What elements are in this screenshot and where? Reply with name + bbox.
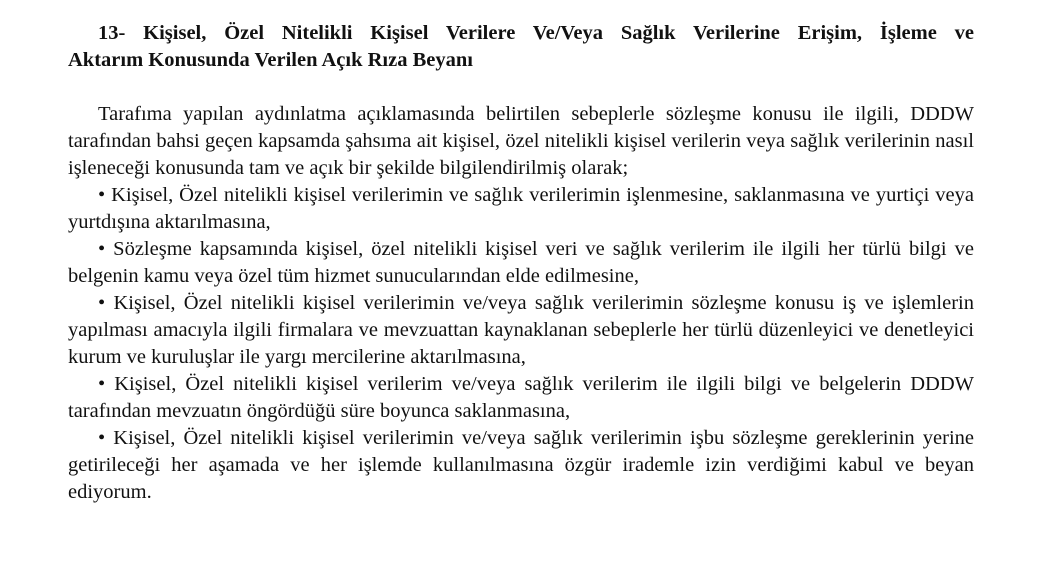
intro-paragraph: Tarafıma yapılan aydınlatma açıklamasında belirtilen sebeplerle sözleşme konusu ile ilgili, DDDW tarafından bahsi geçen kapsamda şahsıma ait kişisel, özel nitelikli kişisel verilerin veya sağlık verilerinin nasıl işleneceği konusunda tam ve açık bir şekilde bilgilendirilmiş olarak;	[68, 103, 974, 179]
consent-item-4: • Kişisel, Özel nitelikli kişisel verilerim ve/veya sağlık verilerim ile ilgili bilgi ve belgelerin DDDW tarafından mevzuatın öngördüğü süre boyunca saklanmasına,	[68, 373, 974, 422]
consent-item-2: • Sözleşme kapsamında kişisel, özel nitelikli kişisel veri ve sağlık verilerim ile ilgili her türlü bilgi ve belgenin kamu veya özel tüm hizmet sunucularından elde edilmesine,	[68, 238, 974, 287]
consent-item-1: • Kişisel, Özel nitelikli kişisel verilerimin ve sağlık verilerimin işlenmesine, saklanmasına ve yurtiçi veya yurtdışına aktarılmasına,	[68, 184, 974, 233]
document-page	[68, 20, 974, 506]
document-title	[68, 20, 974, 74]
title-line-2: Aktarım Konusunda Verilen Açık Rıza Beyanı	[68, 49, 473, 71]
title-line-1: 13- Kişisel, Özel Nitelikli Kişisel Verilere Ve/Veya Sağlık Verilerine Erişim, İşleme ve	[98, 22, 974, 44]
consent-item-5: • Kişisel, Özel nitelikli kişisel verilerimin ve/veya sağlık verilerimin işbu sözleşme gereklerinin yerine getirileceği her aşamada ve her işlemde kullanılmasına özgür irademle izin verdiğimi kabul ve beyan ediyorum.	[68, 427, 974, 503]
consent-item-3: • Kişisel, Özel nitelikli kişisel verilerimin ve/veya sağlık verilerimin sözleşme konusu iş ve işlemlerin yapılması amacıyla ilgili firmalara ve mevzuattan kaynaklanan sebeplerle her türlü düzenleyici ve denetleyici kurum ve kuruluşlar ile yargı mercilerine aktarılmasına,	[68, 292, 974, 368]
